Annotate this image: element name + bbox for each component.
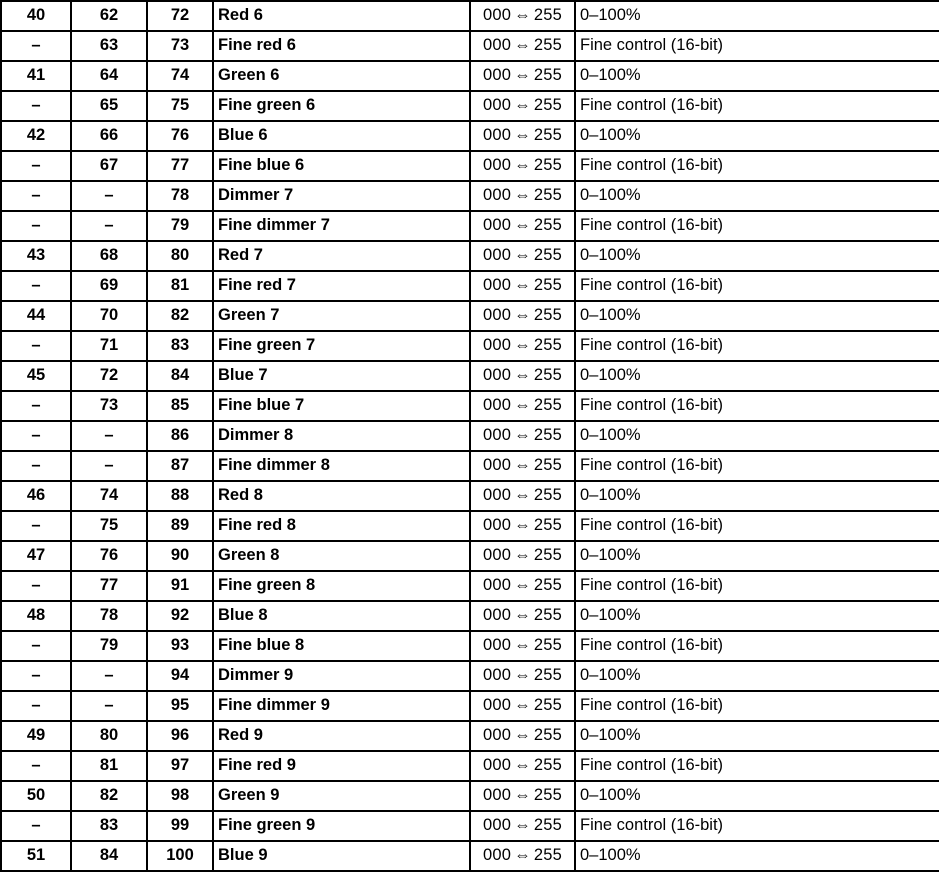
range-max: 255 (533, 786, 562, 804)
channel-mode1-cell: – (1, 691, 71, 721)
channel-name-cell: Fine green 6 (213, 91, 470, 121)
channel-mode1-cell: – (1, 211, 71, 241)
channel-name-cell: Green 9 (213, 781, 470, 811)
channel-name-cell: Green 6 (213, 61, 470, 91)
range-min: 000 (483, 396, 512, 414)
channel-mode1-cell: – (1, 571, 71, 601)
left-right-arrow-icon: ⇔ (514, 426, 531, 444)
left-right-arrow-icon: ⇔ (514, 696, 531, 714)
channel-mode1-cell: 42 (1, 121, 71, 151)
table-row (1, 151, 939, 181)
table-row (1, 211, 939, 241)
left-right-arrow-icon: ⇔ (514, 786, 531, 804)
channel-mode1-cell: 49 (1, 721, 71, 751)
channel-mode3-cell: 95 (147, 691, 213, 721)
channel-description-cell: Fine control (16-bit) (575, 391, 939, 421)
channel-mode3-cell: 87 (147, 451, 213, 481)
channel-mode3-cell: 90 (147, 541, 213, 571)
left-right-arrow-icon: ⇔ (514, 156, 531, 174)
value-range-cell (470, 361, 575, 391)
range-max: 255 (533, 666, 562, 684)
left-right-arrow-icon: ⇔ (514, 36, 531, 54)
left-right-arrow-icon: ⇔ (514, 66, 531, 84)
value-range-cell (470, 31, 575, 61)
channel-description-cell: Fine control (16-bit) (575, 631, 939, 661)
channel-mode3-cell: 81 (147, 271, 213, 301)
channel-description-cell: Fine control (16-bit) (575, 211, 939, 241)
channel-name-cell: Fine dimmer 8 (213, 451, 470, 481)
channel-mode3-cell: 73 (147, 31, 213, 61)
channel-mode2-cell: – (71, 181, 147, 211)
channel-name-cell: Blue 7 (213, 361, 470, 391)
channel-mode3-cell: 82 (147, 301, 213, 331)
left-right-arrow-icon: ⇔ (514, 336, 531, 354)
value-range-cell (470, 811, 575, 841)
channel-name-cell: Fine green 9 (213, 811, 470, 841)
channel-mode1-cell: – (1, 151, 71, 181)
channel-mode3-cell: 88 (147, 481, 213, 511)
left-right-arrow-icon: ⇔ (514, 366, 531, 384)
left-right-arrow-icon: ⇔ (514, 96, 531, 114)
channel-mode1-cell: – (1, 271, 71, 301)
range-min: 000 (483, 156, 512, 174)
table-row (1, 481, 939, 511)
channel-description-cell: 0–100% (575, 361, 939, 391)
channel-mode3-cell: 100 (147, 841, 213, 871)
range-min: 000 (483, 336, 512, 354)
channel-mode3-cell: 83 (147, 331, 213, 361)
channel-mode2-cell: 83 (71, 811, 147, 841)
value-range-cell (470, 1, 575, 31)
table-row (1, 91, 939, 121)
channel-mode3-cell: 76 (147, 121, 213, 151)
range-max: 255 (533, 96, 562, 114)
channel-name-cell: Dimmer 9 (213, 661, 470, 691)
range-min: 000 (483, 306, 512, 324)
value-range-cell (470, 481, 575, 511)
range-max: 255 (533, 756, 562, 774)
table-row (1, 1, 939, 31)
channel-mode1-cell: 41 (1, 61, 71, 91)
left-right-arrow-icon: ⇔ (514, 306, 531, 324)
channel-mode2-cell: 76 (71, 541, 147, 571)
range-max: 255 (533, 6, 562, 24)
channel-mode2-cell: 84 (71, 841, 147, 871)
value-range-cell (470, 541, 575, 571)
range-max: 255 (533, 66, 562, 84)
range-max: 255 (533, 696, 562, 714)
channel-name-cell: Fine blue 7 (213, 391, 470, 421)
channel-mode3-cell: 77 (147, 151, 213, 181)
left-right-arrow-icon: ⇔ (514, 546, 531, 564)
range-min: 000 (483, 6, 512, 24)
channel-mode2-cell: 72 (71, 361, 147, 391)
table-row (1, 121, 939, 151)
channel-mode2-cell: 73 (71, 391, 147, 421)
range-min: 000 (483, 696, 512, 714)
left-right-arrow-icon: ⇔ (514, 756, 531, 774)
channel-mode3-cell: 98 (147, 781, 213, 811)
channel-mode1-cell: – (1, 91, 71, 121)
channel-mode1-cell: 46 (1, 481, 71, 511)
range-min: 000 (483, 756, 512, 774)
channel-mode2-cell: 79 (71, 631, 147, 661)
range-max: 255 (533, 36, 562, 54)
range-max: 255 (533, 576, 562, 594)
range-min: 000 (483, 486, 512, 504)
range-max: 255 (533, 246, 562, 264)
channel-name-cell: Red 8 (213, 481, 470, 511)
channel-description-cell: Fine control (16-bit) (575, 751, 939, 781)
table-row (1, 241, 939, 271)
channel-name-cell: Fine red 6 (213, 31, 470, 61)
table-row (1, 421, 939, 451)
value-range-cell (470, 271, 575, 301)
table-row (1, 751, 939, 781)
channel-mode2-cell: 81 (71, 751, 147, 781)
left-right-arrow-icon: ⇔ (514, 666, 531, 684)
channel-mode1-cell: – (1, 661, 71, 691)
channel-name-cell: Fine green 8 (213, 571, 470, 601)
channel-mode2-cell: – (71, 661, 147, 691)
value-range-cell (470, 61, 575, 91)
range-min: 000 (483, 816, 512, 834)
channel-mode2-cell: 65 (71, 91, 147, 121)
value-range-cell (470, 181, 575, 211)
channel-description-cell: 0–100% (575, 841, 939, 871)
channel-mode3-cell: 84 (147, 361, 213, 391)
range-max: 255 (533, 306, 562, 324)
channel-name-cell: Dimmer 7 (213, 181, 470, 211)
channel-name-cell: Red 7 (213, 241, 470, 271)
table-row (1, 691, 939, 721)
range-max: 255 (533, 396, 562, 414)
channel-mode1-cell: 51 (1, 841, 71, 871)
range-min: 000 (483, 546, 512, 564)
value-range-cell (470, 751, 575, 781)
channel-mode2-cell: 62 (71, 1, 147, 31)
channel-name-cell: Blue 8 (213, 601, 470, 631)
channel-name-cell: Red 6 (213, 1, 470, 31)
channel-mode2-cell: – (71, 691, 147, 721)
range-max: 255 (533, 276, 562, 294)
channel-name-cell: Fine blue 6 (213, 151, 470, 181)
table-row (1, 571, 939, 601)
table-row (1, 61, 939, 91)
range-max: 255 (533, 426, 562, 444)
channel-mode2-cell: 63 (71, 31, 147, 61)
range-max: 255 (533, 816, 562, 834)
channel-description-cell: 0–100% (575, 1, 939, 31)
value-range-cell (470, 571, 575, 601)
channel-mode2-cell: 70 (71, 301, 147, 331)
value-range-cell (470, 511, 575, 541)
range-max: 255 (533, 726, 562, 744)
channel-name-cell: Fine red 7 (213, 271, 470, 301)
channel-description-cell: Fine control (16-bit) (575, 571, 939, 601)
table-row (1, 271, 939, 301)
range-min: 000 (483, 426, 512, 444)
channel-name-cell: Fine green 7 (213, 331, 470, 361)
range-min: 000 (483, 516, 512, 534)
table-row (1, 721, 939, 751)
value-range-cell (470, 331, 575, 361)
channel-description-cell: 0–100% (575, 301, 939, 331)
left-right-arrow-icon: ⇔ (514, 486, 531, 504)
channel-mode1-cell: 40 (1, 1, 71, 31)
range-max: 255 (533, 156, 562, 174)
channel-description-cell: Fine control (16-bit) (575, 271, 939, 301)
channel-description-cell: Fine control (16-bit) (575, 691, 939, 721)
channel-mode2-cell: 71 (71, 331, 147, 361)
channel-mode3-cell: 85 (147, 391, 213, 421)
table-row (1, 361, 939, 391)
value-range-cell (470, 241, 575, 271)
channel-mode2-cell: – (71, 451, 147, 481)
channel-description-cell: Fine control (16-bit) (575, 451, 939, 481)
channel-mode2-cell: 74 (71, 481, 147, 511)
table-row (1, 811, 939, 841)
range-min: 000 (483, 66, 512, 84)
value-range-cell (470, 301, 575, 331)
range-min: 000 (483, 576, 512, 594)
left-right-arrow-icon: ⇔ (514, 6, 531, 24)
channel-mode1-cell: – (1, 451, 71, 481)
channel-mode1-cell: – (1, 391, 71, 421)
channel-mode3-cell: 74 (147, 61, 213, 91)
value-range-cell (470, 91, 575, 121)
value-range-cell (470, 391, 575, 421)
channel-mode1-cell: 45 (1, 361, 71, 391)
left-right-arrow-icon: ⇔ (514, 576, 531, 594)
channel-mode1-cell: – (1, 811, 71, 841)
channel-mode1-cell: – (1, 631, 71, 661)
channel-mode2-cell: 75 (71, 511, 147, 541)
channel-mode3-cell: 86 (147, 421, 213, 451)
channel-mode1-cell: – (1, 31, 71, 61)
channel-mode1-cell: – (1, 751, 71, 781)
channel-name-cell: Fine red 9 (213, 751, 470, 781)
channel-name-cell: Green 7 (213, 301, 470, 331)
left-right-arrow-icon: ⇔ (514, 216, 531, 234)
table-row (1, 31, 939, 61)
range-min: 000 (483, 666, 512, 684)
channel-mode3-cell: 89 (147, 511, 213, 541)
range-min: 000 (483, 726, 512, 744)
channel-mode3-cell: 72 (147, 1, 213, 31)
channel-mode2-cell: 64 (71, 61, 147, 91)
left-right-arrow-icon: ⇔ (514, 396, 531, 414)
value-range-cell (470, 781, 575, 811)
value-range-cell (470, 691, 575, 721)
channel-name-cell: Fine dimmer 7 (213, 211, 470, 241)
channel-mode3-cell: 94 (147, 661, 213, 691)
channel-mode3-cell: 96 (147, 721, 213, 751)
range-max: 255 (533, 456, 562, 474)
channel-mode3-cell: 75 (147, 91, 213, 121)
channel-mode1-cell: – (1, 181, 71, 211)
channel-mode1-cell: 48 (1, 601, 71, 631)
value-range-cell (470, 211, 575, 241)
range-max: 255 (533, 636, 562, 654)
value-range-cell (470, 151, 575, 181)
range-min: 000 (483, 366, 512, 384)
channel-description-cell: 0–100% (575, 181, 939, 211)
range-min: 000 (483, 636, 512, 654)
range-max: 255 (533, 606, 562, 624)
channel-mode2-cell: – (71, 421, 147, 451)
value-range-cell (470, 421, 575, 451)
channel-description-cell: 0–100% (575, 601, 939, 631)
table-row (1, 841, 939, 871)
channel-mode2-cell: 77 (71, 571, 147, 601)
channel-description-cell: 0–100% (575, 61, 939, 91)
left-right-arrow-icon: ⇔ (514, 636, 531, 654)
range-min: 000 (483, 246, 512, 264)
channel-mode2-cell: 82 (71, 781, 147, 811)
channel-mode2-cell: 68 (71, 241, 147, 271)
table-row (1, 391, 939, 421)
channel-mode2-cell: 80 (71, 721, 147, 751)
value-range-cell (470, 121, 575, 151)
channel-mode3-cell: 97 (147, 751, 213, 781)
channel-mode2-cell: 78 (71, 601, 147, 631)
channel-description-cell: 0–100% (575, 421, 939, 451)
channel-description-cell: Fine control (16-bit) (575, 31, 939, 61)
range-max: 255 (533, 516, 562, 534)
channel-mode1-cell: 50 (1, 781, 71, 811)
channel-description-cell: Fine control (16-bit) (575, 811, 939, 841)
table-row (1, 631, 939, 661)
channel-description-cell: 0–100% (575, 661, 939, 691)
left-right-arrow-icon: ⇔ (514, 126, 531, 144)
channel-description-cell: Fine control (16-bit) (575, 91, 939, 121)
value-range-cell (470, 601, 575, 631)
channel-name-cell: Fine dimmer 9 (213, 691, 470, 721)
value-range-cell (470, 841, 575, 871)
range-max: 255 (533, 486, 562, 504)
channel-name-cell: Dimmer 8 (213, 421, 470, 451)
channel-mode3-cell: 80 (147, 241, 213, 271)
channel-mode1-cell: – (1, 511, 71, 541)
range-min: 000 (483, 186, 512, 204)
table-row (1, 541, 939, 571)
left-right-arrow-icon: ⇔ (514, 456, 531, 474)
channel-mode2-cell: 66 (71, 121, 147, 151)
table-row (1, 781, 939, 811)
channel-mode1-cell: 44 (1, 301, 71, 331)
range-min: 000 (483, 216, 512, 234)
range-max: 255 (533, 336, 562, 354)
channel-mode1-cell: – (1, 331, 71, 361)
table-row (1, 511, 939, 541)
channel-name-cell: Blue 9 (213, 841, 470, 871)
channel-description-cell: 0–100% (575, 781, 939, 811)
left-right-arrow-icon: ⇔ (514, 606, 531, 624)
range-min: 000 (483, 786, 512, 804)
channel-mode3-cell: 91 (147, 571, 213, 601)
channel-description-cell: 0–100% (575, 541, 939, 571)
range-min: 000 (483, 36, 512, 54)
channel-name-cell: Green 8 (213, 541, 470, 571)
left-right-arrow-icon: ⇔ (514, 186, 531, 204)
value-range-cell (470, 721, 575, 751)
channel-description-cell: 0–100% (575, 241, 939, 271)
range-min: 000 (483, 276, 512, 294)
channel-name-cell: Fine blue 8 (213, 631, 470, 661)
left-right-arrow-icon: ⇔ (514, 816, 531, 834)
channel-mode1-cell: 43 (1, 241, 71, 271)
channel-name-cell: Fine red 8 (213, 511, 470, 541)
table-row (1, 661, 939, 691)
channel-mode2-cell: 67 (71, 151, 147, 181)
channel-mode1-cell: 47 (1, 541, 71, 571)
channel-mode3-cell: 79 (147, 211, 213, 241)
channel-name-cell: Blue 6 (213, 121, 470, 151)
dmx-channel-table-body (1, 1, 939, 871)
value-range-cell (470, 631, 575, 661)
channel-description-cell: 0–100% (575, 481, 939, 511)
channel-mode3-cell: 78 (147, 181, 213, 211)
range-min: 000 (483, 606, 512, 624)
channel-mode3-cell: 93 (147, 631, 213, 661)
channel-description-cell: Fine control (16-bit) (575, 151, 939, 181)
left-right-arrow-icon: ⇔ (514, 516, 531, 534)
range-min: 000 (483, 456, 512, 474)
channel-description-cell: Fine control (16-bit) (575, 511, 939, 541)
channel-mode2-cell: 69 (71, 271, 147, 301)
table-row (1, 601, 939, 631)
left-right-arrow-icon: ⇔ (514, 276, 531, 294)
range-max: 255 (533, 366, 562, 384)
channel-description-cell: 0–100% (575, 721, 939, 751)
channel-name-cell: Red 9 (213, 721, 470, 751)
left-right-arrow-icon: ⇔ (514, 726, 531, 744)
range-max: 255 (533, 546, 562, 564)
channel-mode2-cell: – (71, 211, 147, 241)
channel-mode3-cell: 99 (147, 811, 213, 841)
range-min: 000 (483, 846, 512, 864)
range-max: 255 (533, 126, 562, 144)
channel-description-cell: 0–100% (575, 121, 939, 151)
range-max: 255 (533, 216, 562, 234)
channel-description-cell: Fine control (16-bit) (575, 331, 939, 361)
value-range-cell (470, 661, 575, 691)
range-min: 000 (483, 96, 512, 114)
value-range-cell (470, 451, 575, 481)
left-right-arrow-icon: ⇔ (514, 246, 531, 264)
range-max: 255 (533, 846, 562, 864)
table-row (1, 451, 939, 481)
range-min: 000 (483, 126, 512, 144)
table-row (1, 301, 939, 331)
table-row (1, 331, 939, 361)
left-right-arrow-icon: ⇔ (514, 846, 531, 864)
range-max: 255 (533, 186, 562, 204)
channel-mode3-cell: 92 (147, 601, 213, 631)
channel-mode1-cell: – (1, 421, 71, 451)
table-row (1, 181, 939, 211)
